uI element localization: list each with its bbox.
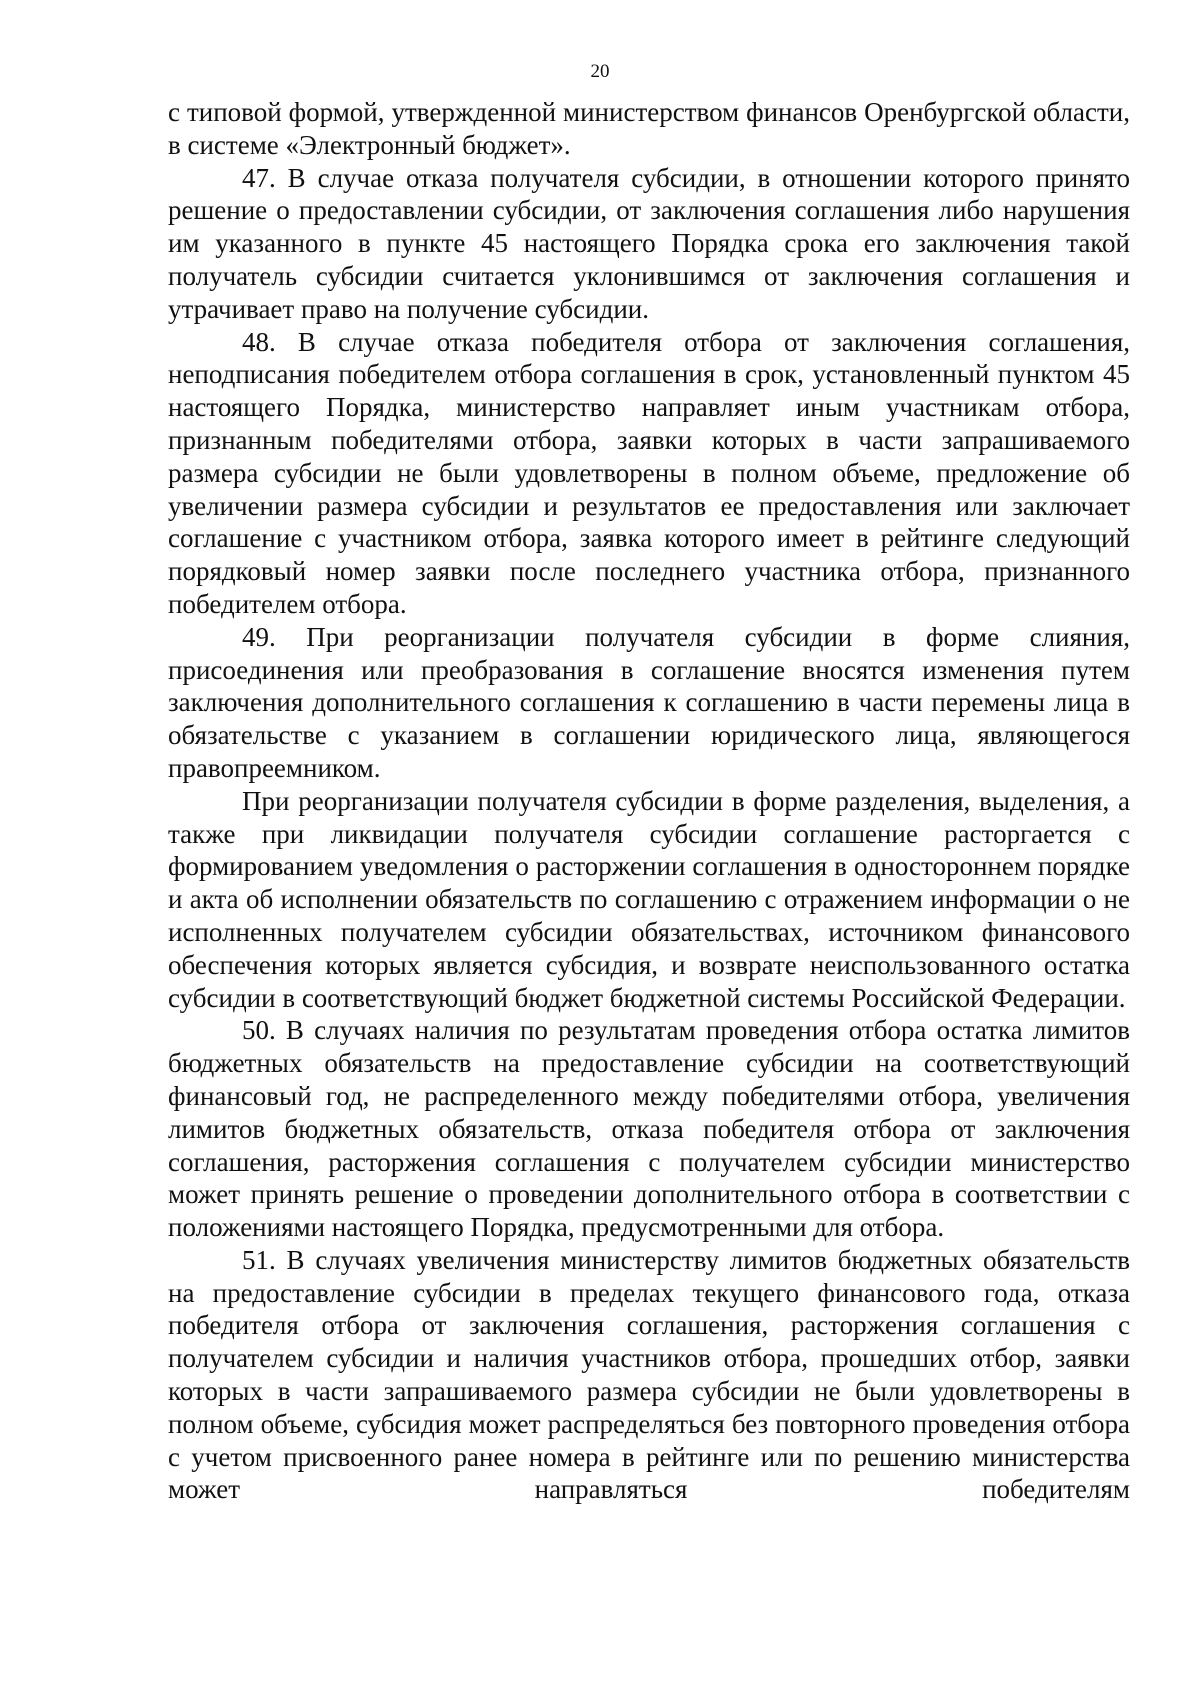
paragraph-continuation: с типовой формой, утвержденной министерством финансов Оренбургской области, в системе «Электронный бюджет». — [168, 97, 1130, 160]
paragraph-51: 51. В случаях увеличения министерству лимитов бюджетных обязательств на предоставление субсидии в пределах текущего финансового года, отказа победителя отбора от заключения соглашения, расторжения соглашения с получателем субсидии и наличия участников отбора, прошедших отбор, заявки которых в части запрашиваемого размера субсидии не были удовлетворены в полном объеме, субсидия может распределяться без повторного проведения отбора с учетом присвоенного ранее номера в рейтинге или по решению министерства может направляться победителям — [168, 1244, 1130, 1505]
paragraph-47: 47. В случае отказа получателя субсидии, в отношении которого принято решение о предоставлении субсидии, от заключения соглашения либо нарушения им указанного в пункте 45 настоящего Порядка срока его заключения такой получатель субсидии считается уклонившимся от заключения соглашения и утрачивает право на получение субсидии. — [168, 162, 1130, 324]
paragraph-50: 50. В случаях наличия по результатам проведения отбора остатка лимитов бюджетных обязательств на предоставление субсидии на соответствующий финансовый год, не распределенного между победителями отбора, увеличения лимитов бюджетных обязательств, отказа победителя отбора от заключения соглашения, расторжения соглашения с получателем субсидии министерство может принять решение о проведении дополнительного отбора в соответствии с положениями настоящего Порядка, предусмотренными для отбора. — [168, 1015, 1130, 1243]
page-number: 20 — [590, 61, 610, 82]
paragraph-49: 49. При реорганизации получателя субсидии в форме слияния, присоединения или преобразования в соглашение вносятся изменения путем заключения дополнительного соглашения к соглашению в части перемены лица в обязательстве с указанием в соглашении юридического лица, являющегося правопреемником. — [168, 621, 1130, 783]
paragraph-48: 48. В случае отказа победителя отбора от заключения соглашения, неподписания победителем отбора соглашения в срок, установленный пунктом 45 настоящего Порядка, министерство направляет иным участникам отбора, признанным победителями отбора, заявки которых в части запрашиваемого размера субсидии не были удовлетворены в полном объеме, предложение об увеличении размера субсидии и результатов ее предоставления или заключает соглашение с участником отбора, заявка которого имеет в рейтинге следующий порядковый номер заявки после последнего участника отбора, признанного победителем отбора. — [168, 326, 1130, 619]
paragraph-49-second: При реорганизации получателя субсидии в форме разделения, выделения, а также при ликвидации получателя субсидии соглашение расторгается с формированием уведомления о расторжении соглашения в одностороннем порядке и акта об исполнении обязательств по соглашению с отражением информации о не исполненных получателем субсидии обязательствах, источником финансового обеспечения которых является субсидия, и возврате неиспользованного остатка субсидии в соответствующий бюджет бюджетной системы Российской Федерации. — [168, 785, 1130, 1013]
document-body — [168, 96, 1130, 1506]
